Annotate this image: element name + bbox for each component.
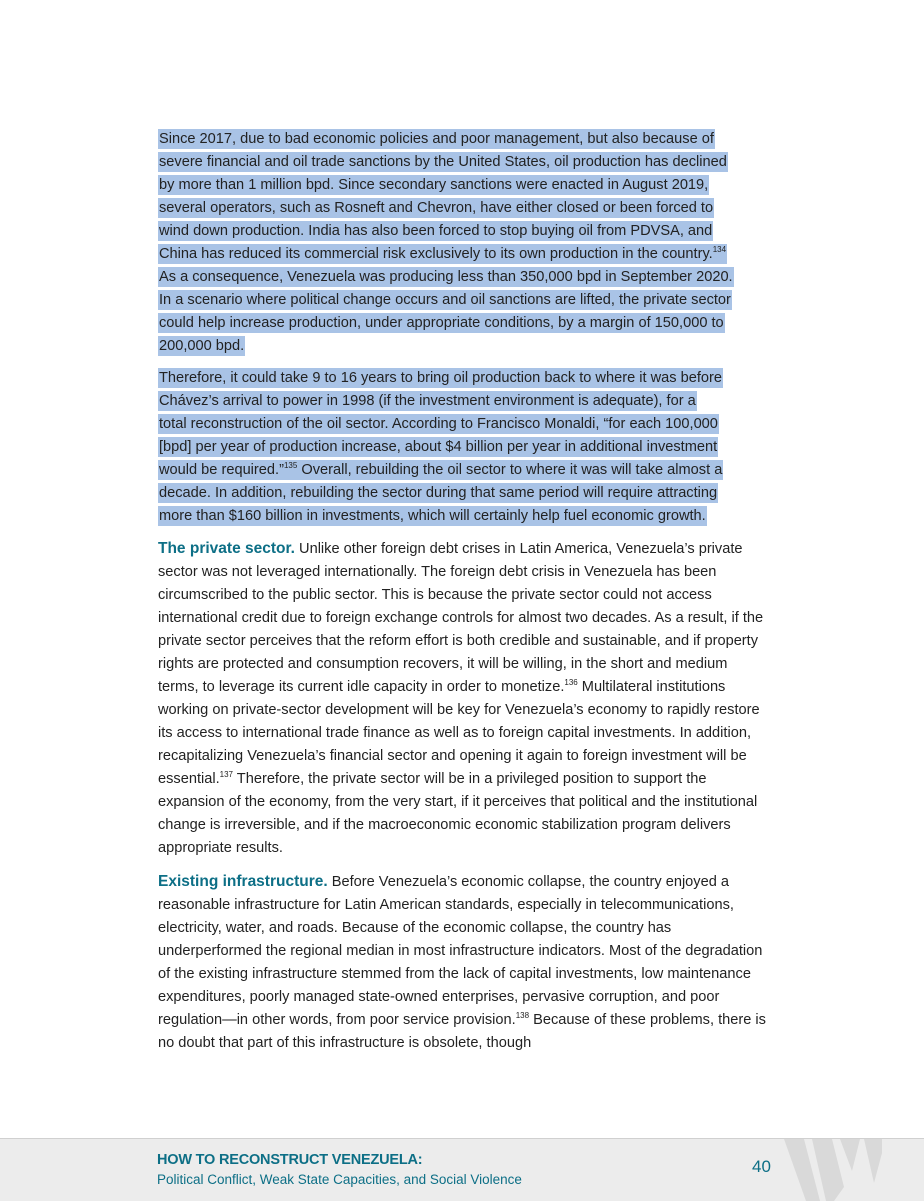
text-line[interactable]: more than $160 billion in investments, which will certainly help fuel economic growth. — [159, 508, 706, 524]
text-line[interactable]: As a consequence, Venezuela was producing less than 350,000 bpd in September 2020. — [159, 269, 733, 285]
paragraph-existing-infrastructure — [158, 870, 766, 1055]
footnote-ref[interactable]: 137 — [219, 770, 234, 780]
paragraph-oil-production — [158, 128, 766, 358]
body-text: Because of these problems, there is no doubt that part of this infrastructure is obsolete, though — [158, 1012, 766, 1051]
wilson-center-logo-icon — [782, 1139, 882, 1201]
paragraph-private-sector — [158, 537, 766, 860]
paragraph-reconstruction-timeline — [158, 367, 766, 528]
footnote-ref[interactable]: 134 — [712, 245, 727, 255]
text-line[interactable]: several operators, such as Rosneft and Chevron, have either closed or been forced to — [159, 200, 714, 216]
report-subtitle: Political Conflict, Weak State Capacities, and Social Violence — [157, 1172, 522, 1187]
footnote-ref[interactable]: 138 — [515, 1011, 530, 1021]
text-line[interactable]: Since 2017, due to bad economic policies and poor management, but also because of — [159, 131, 714, 147]
text-line[interactable]: severe financial and oil trade sanctions by the United States, oil production has declined — [159, 154, 727, 170]
text-line[interactable]: total reconstruction of the oil sector. According to Francisco Monaldi, “for each 100,000 — [159, 416, 718, 432]
body-text: Therefore, the private sector will be in a privileged position to support the expansion of the economy, from the very start, if it perceives that political and the institutional change is irreversible, and if the macroeconomic economic stabilization program delivers appropriate results. — [158, 771, 758, 856]
text-line[interactable]: Chávez’s arrival to power in 1998 (if the investment environment is adequate), for a — [159, 393, 696, 409]
text-line[interactable]: could help increase production, under appropriate conditions, by a margin of 150,000 to — [159, 315, 724, 331]
text-line[interactable]: by more than 1 million bpd. Since secondary sanctions were enacted in August 2019, — [159, 177, 709, 193]
page-footer — [0, 1138, 924, 1201]
text-line[interactable]: In a scenario where political change occurs and oil sanctions are lifted, the private sector — [159, 292, 731, 308]
text-line[interactable]: [bpd] per year of production increase, about $4 billion per year in additional investment — [159, 439, 718, 455]
section-heading-infrastructure: Existing infrastructure. — [158, 873, 328, 890]
section-heading-private-sector: The private sector. — [158, 540, 295, 557]
text-line[interactable]: wind down production. India has also been forced to stop buying oil from PDVSA, and — [159, 223, 713, 239]
footnote-ref[interactable]: 136 — [564, 678, 578, 688]
body-text: Unlike other foreign debt crises in Latin America, Venezuela’s private sector was not leveraged internationally. The foreign debt crisis in Venezuela has been circumscribed to the public sector. This is because the private sector could not access international credit due to foreign exchange controls for almost two decades. As a result, if the private sector perceives that the reform effort is both credible and sustainable, and if property rights are protected and consumption recovers, it will be willing, in the short and medium terms, to leverage its current idle capacity in order to monetize. — [158, 541, 764, 695]
footnote-ref[interactable]: 135 — [283, 461, 298, 471]
page-number: 40 — [752, 1157, 771, 1176]
text-line[interactable]: Overall, rebuilding the oil sector to where it was will take almost a — [297, 462, 723, 478]
text-line[interactable]: China has reduced its commercial risk exclusively to its own production in the country. — [159, 246, 713, 262]
text-line[interactable]: 200,000 bpd. — [159, 338, 245, 354]
text-line[interactable]: Therefore, it could take 9 to 16 years to bring oil production back to where it was before — [159, 370, 722, 386]
body-text: Before Venezuela’s economic collapse, the country enjoyed a reasonable infrastructure for Latin American standards, especially in telecommunications, electricity, water, and roads. Because of the economic collapse, the country has underperformed the regional median in most infrastructure indicators. Most of the degradation of the existing infrastructure stemmed from the lack of capital investments, low maintenance expenditures, poorly managed state-owned enterprises, pervasive corruption, and poor regulation—in other words, from poor service provision. — [158, 874, 763, 1028]
article-body — [158, 128, 766, 1055]
text-line[interactable]: would be required.” — [159, 462, 284, 478]
text-line[interactable]: decade. In addition, rebuilding the sector during that same period will require attracting — [159, 485, 718, 501]
body-text: Multilateral institutions working on private-sector development will be key for Venezuela’s economy to rapidly restore its access to international trade finance as well as to foreign capital investments. In addition, recapitalizing Venezuela’s financial sector and opening it again to foreign investment will be essential. — [158, 679, 760, 787]
report-title: HOW TO RECONSTRUCT VENEZUELA: — [157, 1152, 423, 1168]
